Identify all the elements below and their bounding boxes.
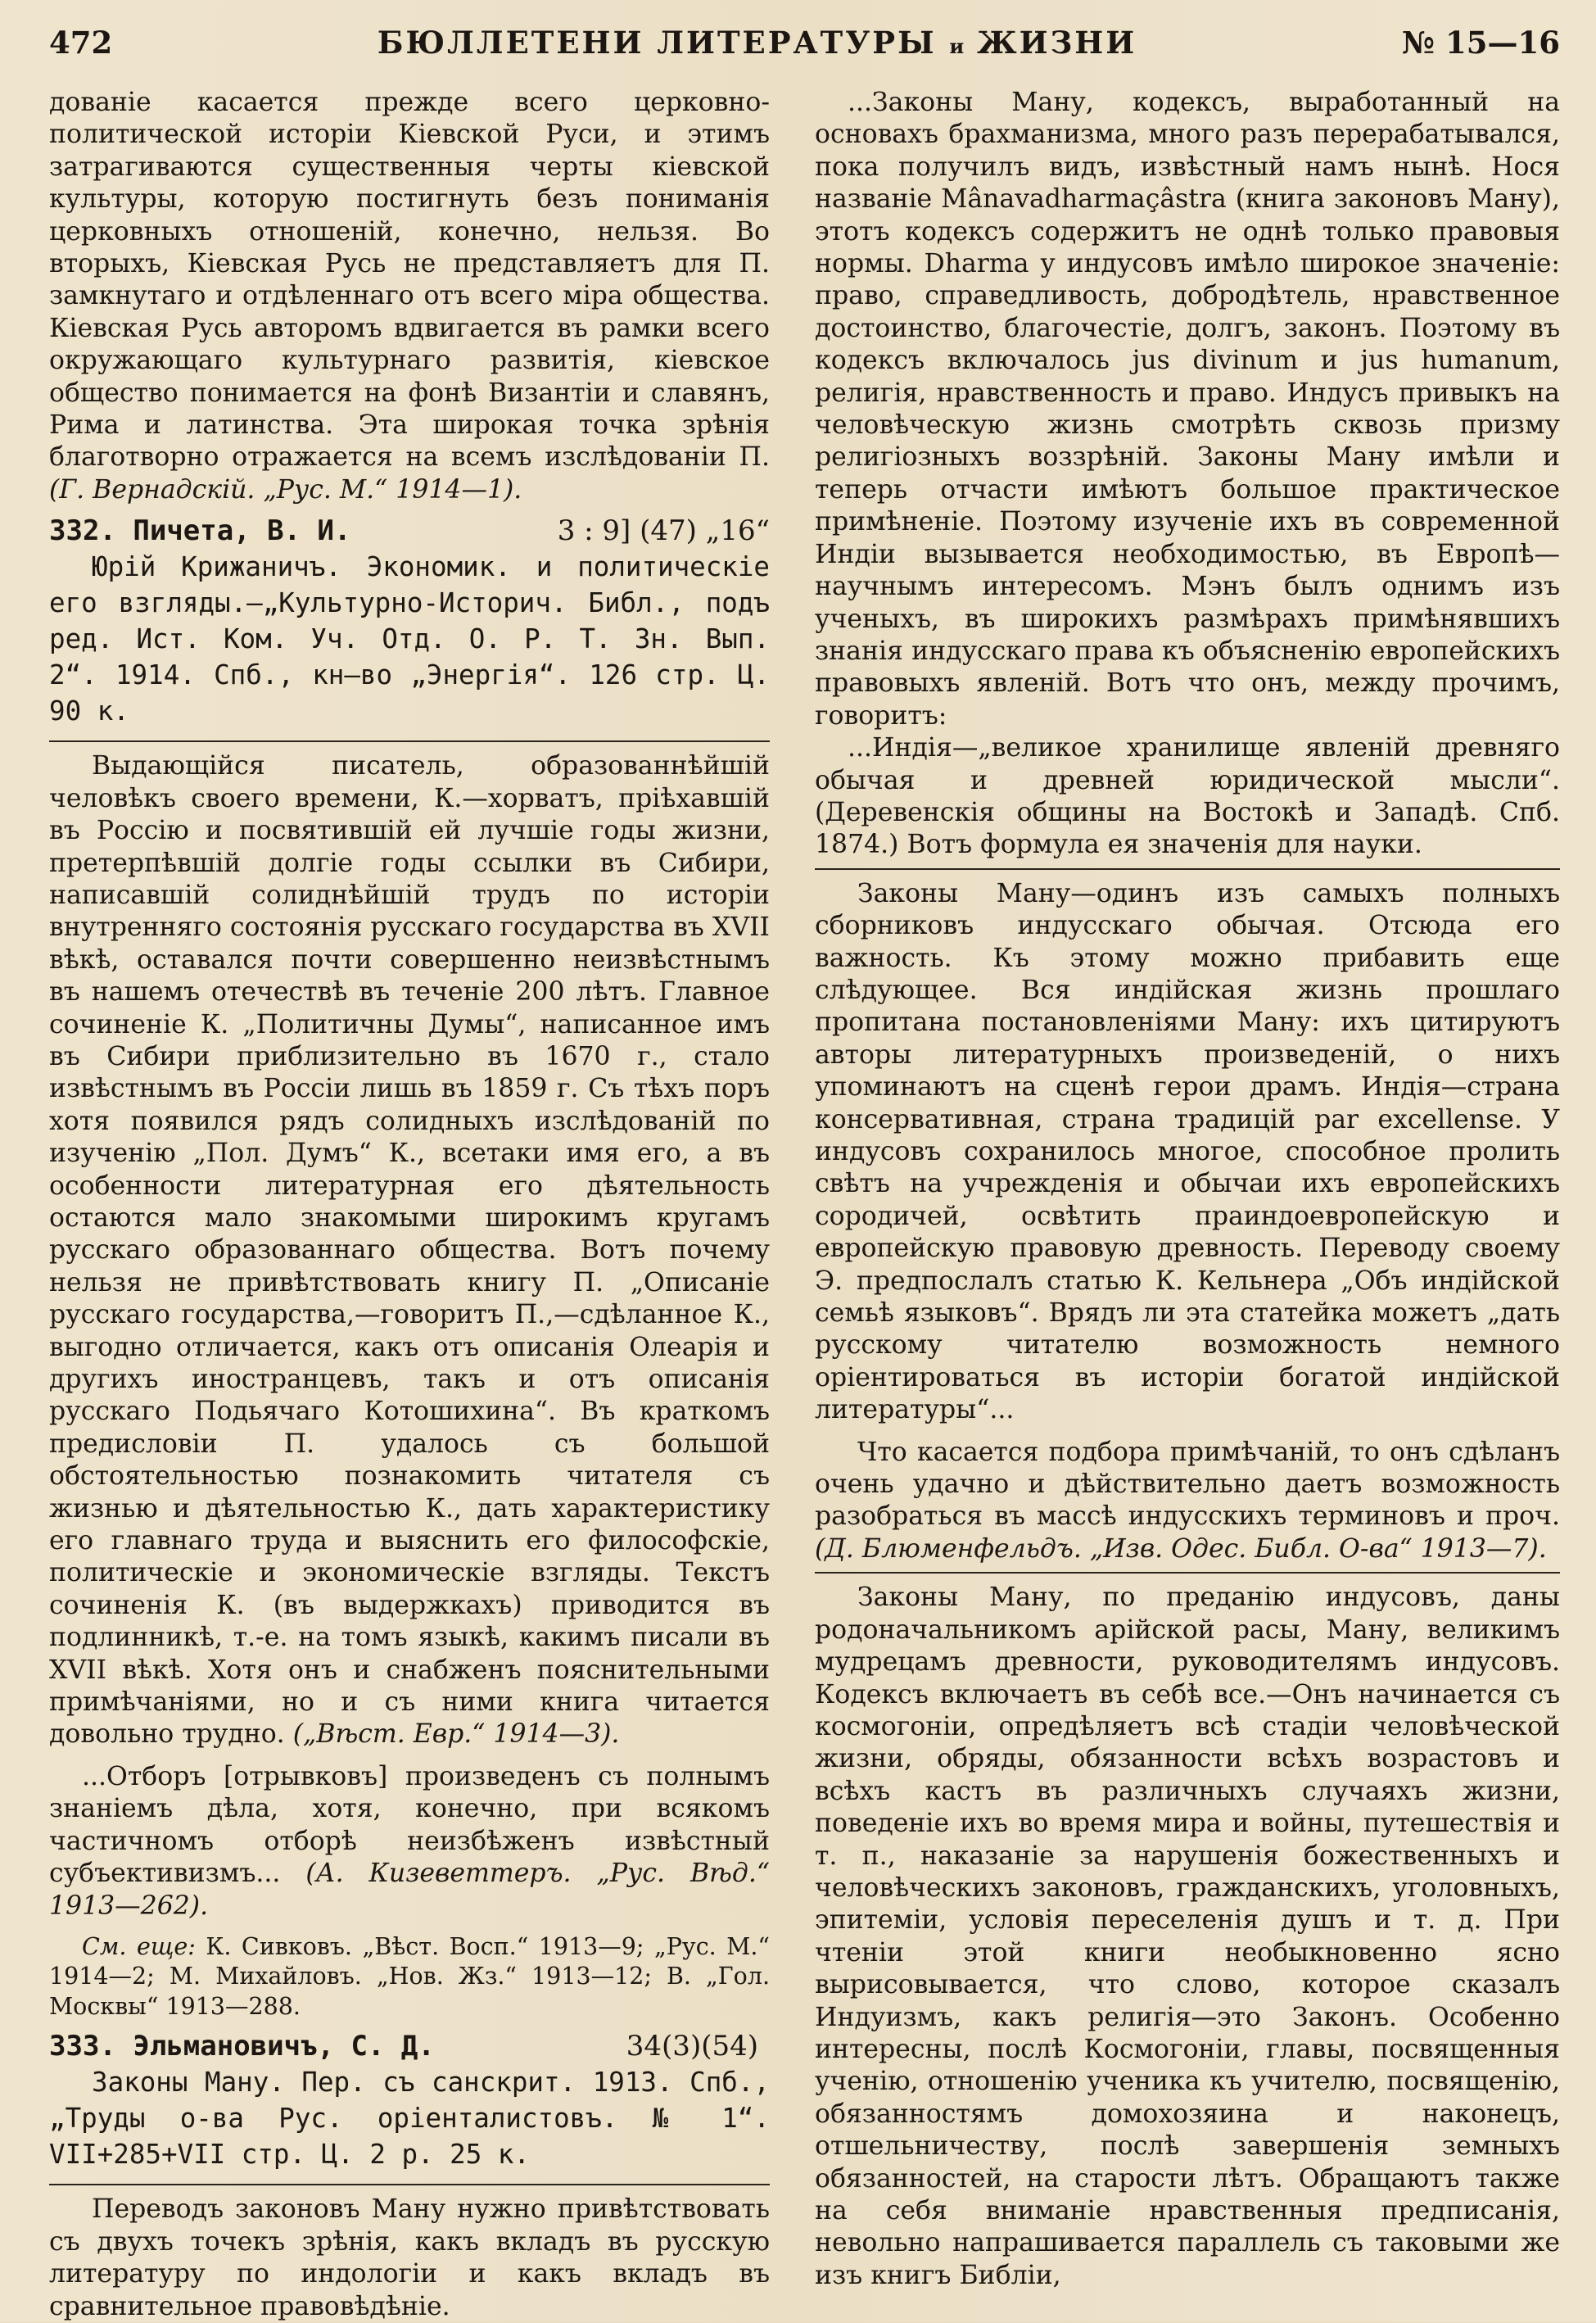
left-p2-citation: („Вѣст. Евр.“ 1914—3). bbox=[292, 1719, 620, 1750]
right-divider-1 bbox=[815, 868, 1560, 870]
entry-333-heading bbox=[49, 2028, 770, 2064]
entry-333-book: Законы Ману. Пер. съ санскрит. 1913. Спб., „Труды о-ва Рус. оріенталистовъ. № 1“. VII+285+VII стр. Ц. 2 р. 25 к. bbox=[49, 2067, 770, 2171]
entry-333-classification: 34(3)(54) bbox=[626, 2030, 758, 2063]
entry-333-number: 333. bbox=[49, 2030, 116, 2063]
journal-title bbox=[378, 25, 1137, 61]
left-p1-citation: (Г. Вернадскій. „Рус. М.“ 1914—1). bbox=[49, 474, 522, 505]
text-columns bbox=[49, 87, 1560, 2323]
see-also-text: К. Сивковъ. „Вѣст. Восп.“ 1913—9; „Рус. М.“ 1914—2; М. Михайловъ. „Нов. Жз.“ 1913—12; В. „Гол. Москвы“ 1913—288. bbox=[49, 1932, 771, 2020]
entry-332-heading bbox=[49, 513, 770, 549]
journal-title-conj: и bbox=[949, 34, 965, 58]
entry-332-classification: 3 : 9] (47) „16“ bbox=[557, 514, 770, 548]
right-paragraph-5: Законы Ману, по преданію индусовъ, даны родоначальникомъ арійской расы, Ману, великимъ мудрецамъ древности, руководителямъ индусовъ. Кодексъ включаетъ въ себѣ все.—Онъ начинается съ космогоніи, опредѣляетъ всѣ стадіи человѣческой жизни, обряды, обязанности всѣхъ возрастовъ и всѣхъ кастъ въ различныхъ случаяхъ жизни, поведеніе ихъ во время мира и войны, путешествія и т. п., наказаніе за нарушенія божественныхъ и человѣческихъ законовъ, гражданскихъ, уголовныхъ, эпитеміи, условія переселенія душъ и т. д. При чтеніи этой книги необыкновенно ясно вырисовывается, что слово, которое сказалъ Индуизмъ, какъ религія—это Законъ. Особенно интересны, послѣ Космогоніи, главы, посвященныя ученію, отношенію ученика къ учителю, посвященію, обязанностямъ домохозяина и наконецъ, отшельничеству, послѣ завершенія земныхъ обязанностей, на старости лѣтъ. Обращаютъ также на себя вниманіе нравственныя предписанія, невольно напрашивается параллель съ таковыми же изъ книгъ Библіи, bbox=[815, 1583, 1560, 2290]
page-number: 472 bbox=[49, 25, 113, 61]
left-paragraph-3 bbox=[49, 1761, 770, 1922]
entry-332-number: 332. bbox=[49, 514, 116, 548]
left-p1-text: дованіе касается прежде всего церковно-политической исторіи Кіевской Руси, и этимъ затрагиваются существенныя черты кіевской культуры, которую постигнуть безъ пониманія церковныхъ отношеній, конечно, нельзя. Во вторыхъ, Кіевская Русь не представляетъ для П. замкнутаго и отдѣленнаго отъ всего міра общества. Кіевская Русь авторомъ вдвигается въ рамки всего окружающаго культурнаго развитія, кіевское общество понимается на фонѣ Византіи и славянъ, Рима и латинства. Эта широкая точка зрѣнія благотворно отражается на всемъ изслѣдованіи П. bbox=[49, 88, 770, 473]
entry-332-book: Юрій Крижаничъ. Экономик. и политическіе его взгляды.—„Культурно-Историч. Библ., подъ ред. Ист. Ком. Уч. Отд. О. Р. Т. Зн. Вып. 2“. 1914. Спб., кн—во „Энергія“. 126 стр. Ц. 90 к. bbox=[49, 551, 770, 727]
right-column bbox=[815, 87, 1560, 2323]
entry-332-divider bbox=[49, 740, 770, 742]
left-paragraph-4: Переводъ законовъ Ману нужно привѣтствовать съ двухъ точекъ зрѣнія, какъ вкладъ въ русскую литературу по индологіи и какъ вкладъ въ сравнительное правовѣдѣніе. bbox=[49, 2194, 770, 2321]
issue-number: № 15—16 bbox=[1401, 25, 1560, 61]
journal-title-part1: БЮЛЛЕТЕНИ ЛИТЕРАТУРЫ bbox=[377, 25, 937, 61]
entry-332-name bbox=[49, 513, 350, 549]
right-p4-text: Что касается подбора примѣчаній, то онъ сдѣланъ очень удачно и дѣйствительно даетъ возможность разобраться въ массѣ индусскихъ терминовъ и проч. bbox=[815, 1437, 1560, 1532]
right-p4-citation: (Д. Блюменфельдъ. „Изв. Одес. Библ. О-ва“ 1913—7). bbox=[815, 1533, 1547, 1564]
right-paragraph-1: ...Законы Ману, кодексъ, выработанный на основахъ брахманизма, много разъ перерабатывался, пока получилъ видъ, извѣстный намъ нынѣ. Нося названіе Mânavadharmaçâstra (книга законовъ Ману), этотъ кодексъ содержитъ не однѣ только правовыя нормы. Dharma у индусовъ имѣло широкое значеніе: право, справедливость, добродѣтель, нравственное достоинство, благочестіе, долгъ, законъ. Поэтому въ кодексъ включалось jus divinum и jus humanum, религія, нравственность и право. Индусъ привыкъ на человѣческую жизнь смотрѣть сквозь призму религіозныхъ воззрѣній. Законы Ману имѣли и теперь отчасти имѣютъ большое практическое примѣненіе. Поэтому изученіе ихъ въ современной Индіи вызывается необходимостью, въ Европѣ—научнымъ интересомъ. Мэнъ былъ однимъ изъ ученыхъ, въ широкихъ размѣрахъ примѣнявшихъ знанія индусскаго права къ объясненію европейскихъ правовыхъ явленій. Вотъ что онъ, между прочимъ, говоритъ: bbox=[815, 88, 1560, 731]
journal-title-part2: ЖИЗНИ bbox=[977, 25, 1137, 61]
see-also bbox=[49, 1932, 770, 2022]
left-p3-text: ...Отборъ [отрывковъ] произведенъ съ полнымъ знаніемъ дѣла, хотя, конечно, при всякомъ частичномъ отборѣ неизбѣженъ извѣстный субъективизмъ... bbox=[49, 1761, 770, 1889]
right-paragraph-4 bbox=[815, 1437, 1560, 1566]
page-header bbox=[49, 25, 1560, 70]
right-divider-2 bbox=[815, 1572, 1560, 1574]
left-column bbox=[49, 87, 770, 2323]
right-paragraph-2: ...Индія—„великое хранилище явленій древняго обычая и древней юридической мысли“. (Деревенскія общины на Востокѣ и Западѣ. Спб. 1874.) Вотъ формула ея значенія для науки. bbox=[815, 733, 1560, 860]
left-p3-citation: (А. Кизеветтеръ. „Рус. Вѣд.“ 1913—262). bbox=[49, 1859, 770, 1921]
see-also-label: См. еще: bbox=[82, 1932, 196, 1960]
right-paragraph-3: Законы Ману—одинъ изъ самыхъ полныхъ сборниковъ индусскаго обычая. Отсюда его важность. Къ этому можно прибавить еще слѣдующее. Вся индійская жизнь прошлаго пропитана постановленіями Ману: ихъ цитируютъ авторы литературныхъ произведеній, о нихъ упоминаютъ на сценѣ герои драмъ. Индія—страна консервативная, страна традицій par excellense. У индусовъ сохранилось многое, способное пролить свѣтъ на учрежденія и обычаи ихъ европейскихъ сородичей, освѣтить праиндоевропейскую и европейскую правовую древность. Переводу своему Э. предпослалъ статью К. Кельнера „Объ индійской семьѣ языковъ“. Врядъ ли эта статейка можетъ „дать русскому читателю возможность немного оріентироваться въ исторіи богатой индійской литературы“... bbox=[815, 878, 1560, 1425]
left-paragraph-2 bbox=[49, 750, 770, 1751]
entry-332-author: Пичета, В. И. bbox=[133, 514, 351, 548]
left-paragraph-1 bbox=[49, 87, 770, 506]
left-p2-text: Выдающійся писатель, образованнѣйшій человѣкъ своего времени, К.—хорватъ, пріѣхавшій въ Россію и посвятившій ей лучшіе годы жизни, претерпѣвшій долгіе годы ссылки въ Сибири, написавшій солиднѣйшій трудъ по исторіи внутренняго состоянія русскаго государства въ XVII вѣкѣ, оставался почти совершенно неизвѣстнымъ въ нашемъ отечествѣ въ теченіе 200 лѣтъ. Главное сочиненіе К. „Политичны Думы“, написанное имъ въ Сибири приблизительно въ 1670 г., стало извѣстнымъ въ Россіи лишь въ 1859 г. Съ тѣхъ поръ хотя появился рядъ солидныхъ изслѣдованій по изученію „Пол. Думъ“ К., всетаки имя его, а въ особенности литературная его дѣятельность остаются мало знакомыми широкимъ кругамъ русскаго образованнаго общества. Вотъ почему нельзя не привѣтствовать книгу П. „Описаніе русскаго государства,—говоритъ П.,—сдѣланное К., выгодно отличается, какъ отъ описанія Олеарія и другихъ иностранцевъ, такъ и отъ описанія русскаго Подьячаго Котошихина“. Въ краткомъ предисловіи П. удалось съ большой обстоятельностью познакомить читателя съ жизнью и дѣятельностью К., дать характеристику его главнаго труда и выяснить его философскіе, политическіе и экономическіе взгляды. Текстъ сочиненія К. (въ выдержкахъ) приводится въ подлинникѣ, т.-е. на томъ языкѣ, какимъ писали въ XVII вѣкѣ. Хотя онъ и снабженъ пояснительными примѣчаніями, но и съ ними книга читается довольно трудно. bbox=[49, 751, 770, 1750]
entry-333-name bbox=[49, 2028, 435, 2064]
entry-333-author: Эльмановичъ, С. Д. bbox=[133, 2030, 435, 2063]
entry-333-divider bbox=[49, 2184, 770, 2185]
